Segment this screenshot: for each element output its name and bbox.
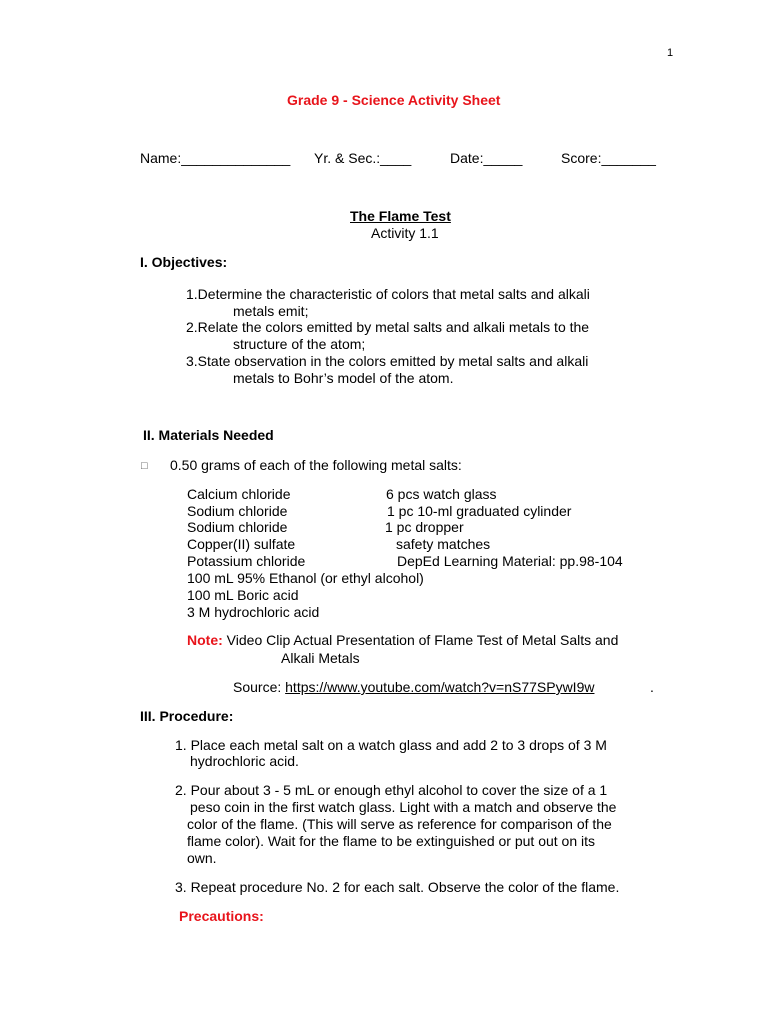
- material-item: 3 M hydrochloric acid: [187, 604, 320, 620]
- source-link[interactable]: https://www.youtube.com/watch?v=nS77SPywI9w: [285, 679, 595, 695]
- note: [187, 632, 618, 649]
- objectives-heading: I. Objectives:: [140, 254, 228, 270]
- procedure-heading: III. Procedure:: [140, 708, 234, 724]
- objective-item: 3.State observation in the colors emitted by metal salts and alkali: [186, 353, 589, 369]
- note-text-cont: Alkali Metals: [281, 650, 360, 666]
- source-label: Source:: [233, 679, 286, 695]
- material-item: Calcium chloride: [187, 486, 291, 502]
- date-field: Date:_____: [450, 150, 523, 166]
- precautions-heading: Precautions:: [179, 908, 264, 924]
- material-item: Sodium chloride: [187, 519, 288, 535]
- procedure-step-cont: hydrochloric acid.: [190, 753, 299, 769]
- procedure-step-cont: color of the flame. (This will serve as reference for comparison of the: [187, 816, 612, 832]
- materials-intro: 0.50 grams of each of the following metal salts:: [170, 457, 462, 473]
- material-item: 100 mL Boric acid: [187, 587, 299, 603]
- page-number: 1: [667, 47, 674, 59]
- equipment-item: safety matches: [396, 536, 491, 552]
- note-text: Video Clip Actual Presentation of Flame Test of Metal Salts and: [222, 632, 619, 648]
- procedure-step: 2. Pour about 3 - 5 mL or enough ethyl alcohol to cover the size of a 1: [175, 782, 608, 798]
- name-field: Name:______________: [140, 150, 291, 166]
- material-item: Potassium chloride: [187, 553, 306, 569]
- procedure-step: 1. Place each metal salt on a watch glass and add 2 to 3 drops of 3 M: [175, 737, 607, 753]
- equipment-item: 6 pcs watch glass: [386, 486, 497, 502]
- procedure-step-cont: peso coin in the first watch glass. Light with a match and observe the: [190, 799, 617, 815]
- procedure-step-cont: own.: [187, 850, 217, 866]
- procedure-step-cont: flame color). Wait for the flame to be extinguished or put out on its: [187, 833, 596, 849]
- source-period: .: [650, 679, 654, 695]
- equipment-item: 1 pc dropper: [385, 519, 464, 535]
- material-item: 100 mL 95% Ethanol (or ethyl alcohol): [187, 570, 424, 586]
- material-item: Copper(II) sulfate: [187, 536, 296, 552]
- objective-item: 2.Relate the colors emitted by metal salts and alkali metals to the: [186, 319, 590, 335]
- objective-item: 1.Determine the characteristic of colors that metal salts and alkali: [186, 286, 590, 302]
- material-item: Sodium chloride: [187, 503, 288, 519]
- page-title: Grade 9 - Science Activity Sheet: [287, 92, 501, 108]
- objective-item-cont: metals emit;: [233, 303, 309, 319]
- activity-subtitle: Activity 1.1: [371, 225, 439, 241]
- materials-heading: II. Materials Needed: [143, 427, 274, 443]
- note-label: Note:: [187, 632, 223, 648]
- yr-sec-field: Yr. & Sec.:____: [314, 150, 412, 166]
- procedure-step: 3. Repeat procedure No. 2 for each salt. Observe the color of the flame.: [175, 879, 620, 895]
- source-line: [233, 679, 594, 696]
- score-field: Score:_______: [561, 150, 656, 166]
- objective-item-cont: structure of the atom;: [233, 336, 366, 352]
- objective-item-cont: metals to Bohr’s model of the atom.: [233, 370, 454, 386]
- checkbox-bullet-icon: □: [141, 460, 148, 472]
- equipment-item: DepEd Learning Material: pp.98-104: [397, 553, 623, 569]
- activity-title: The Flame Test: [350, 208, 451, 224]
- equipment-item: 1 pc 10-ml graduated cylinder: [387, 503, 572, 519]
